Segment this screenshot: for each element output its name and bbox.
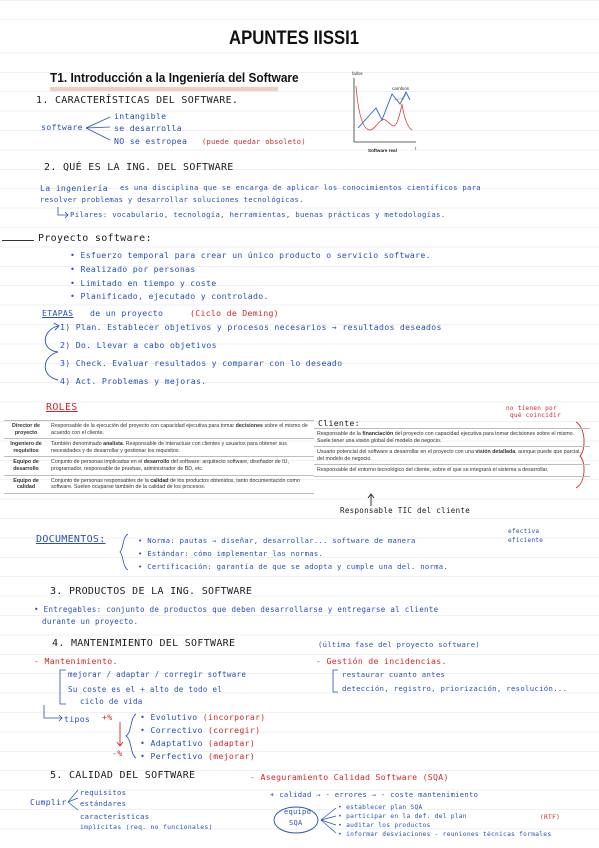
entregables-line: • Entregables: conjunto de productos que deben desarrollarse y entregarse al cliente [34, 605, 439, 614]
proyecto-item: • Planificado, ejecutado y controlado. [70, 291, 269, 301]
role-description: Conjunto de personas implicadas en el desarrollo del software: arquitecto software, diseñador de IU, programador, responsable de pruebas, administrador de BD, etc. [48, 457, 314, 475]
heading-mantenimiento: 4. MANTENIMIENTO DEL SOFTWARE [52, 638, 236, 649]
role-label: Director de proyecto [4, 421, 48, 439]
table-row [314, 429, 590, 447]
equipo-item: • participar en la def. del plan [338, 813, 467, 820]
table-row [4, 475, 314, 493]
table-row [4, 421, 314, 439]
etapas-lead: ETAPAS [42, 308, 74, 318]
software-note: (puede quedar obsoleto) [202, 138, 306, 146]
heading-calidad: 5. CALIDAD DEL SOFTWARE [50, 770, 196, 781]
cumplir-item: implícitas (req. no funcionales) [80, 823, 213, 831]
role-label: Ingeniero de requisitos [4, 439, 48, 457]
table-row [314, 447, 590, 465]
role-description: Responsable del entorno tecnológico del cliente, sobre el que se integrará el sistema a desarrollar. [314, 465, 590, 477]
etapas-note: (Ciclo de Deming) [190, 308, 279, 318]
equipo-item: • auditar los productos [338, 822, 431, 829]
gestion-item: detección, registro, priorización, resolución... [342, 684, 568, 693]
etapa-item: 2) Do. Llevar a cabo objetivos [60, 340, 217, 350]
heading-productos: 3. PRODUCTOS DE LA ING. SOFTWARE [50, 586, 253, 597]
etapa-item: 1) Plan. Establecer objetivos y procesos necesarios → resultados deseados [60, 322, 442, 332]
cliente-note: no tienen por [506, 405, 557, 412]
cliente-note: qué coincidir [510, 412, 561, 419]
proyecto-item: • Limitado en tiempo y coste [70, 278, 217, 288]
cumplir-item: características [80, 812, 150, 821]
plus-label: +% [102, 712, 113, 722]
mant-item: mejorar / adaptar / corregir software [68, 670, 247, 679]
etapa-item: 3) Check. Evaluar resultados y comparar con lo deseado [60, 358, 343, 368]
minus-label: -% [112, 748, 123, 758]
cliente-label: Cliente: [318, 418, 360, 428]
mantenimiento-note: (última fase del proyecto software) [318, 640, 480, 649]
software-item: se desarrolla [114, 123, 182, 133]
arrows [320, 806, 338, 842]
graph-y-label: fallos [352, 71, 363, 76]
documento-item: • Estándar: cómo implementar las normas. [138, 549, 324, 558]
role-description: Usuario potencial del software a desarrollar en el proyecto con una visión detallada, aunque puede que parcial, del modelo de negocio. [314, 447, 590, 465]
cumplir-label: Cumplir [30, 797, 67, 807]
definition-line: resolver problemas y desarrollar soluciones tecnológicas. [40, 195, 304, 204]
graph-peak-label: cambios [392, 86, 410, 91]
documentos-label: DOCUMENTOS: [36, 534, 106, 545]
gestion-item: restaurar cuanto antes [342, 670, 446, 679]
definition-line: es una disciplina que se encarga de aplicar los conocimientos científicos para [120, 183, 481, 192]
arrow-up-icon [366, 493, 376, 507]
tipos-label: tipos [64, 714, 91, 724]
entregables-line: durante un proyecto. [42, 617, 139, 626]
roles-heading: ROLES [46, 402, 78, 413]
calidad-line: + calidad → - errores → - coste mantenimiento [270, 790, 479, 799]
documento-note: eficiente [508, 537, 544, 544]
role-label: Equipo de desarrollo [4, 457, 48, 475]
software-item: intangible [114, 111, 167, 121]
pilares-line: Pilares: vocabulario, tecnología, herramientas, buenas prácticas y metodologías. [70, 210, 446, 219]
tipo-item: • Adaptativo (adaptar) [140, 738, 256, 748]
role-description: Conjunto de personas responsables de la calidad de los productos obtenidos, tanto documentación como software. Suelen ocuparse también de la calidad de los procesos. [48, 475, 314, 493]
document-title: APUNTES IISSI1 [229, 28, 360, 49]
mant-item: Su coste es el + alto de todo el [68, 685, 223, 694]
equipo-item: • establecer plan SQA [338, 804, 423, 811]
proyecto-item: • Esfuerzo temporal para crear un único producto o servicio software. [70, 250, 431, 260]
documento-item: • Norma: pautas → diseñar, desarrollar... software de manera [138, 536, 416, 545]
heading-caracteristicas: 1. CARACTERÍSTICAS DEL SOFTWARE. [36, 95, 239, 106]
failure-curve-graph [344, 70, 420, 156]
equipo-label: SQA [289, 819, 303, 827]
tic-note: Responsable TIC del cliente [340, 506, 471, 515]
software-item: NO se estropea [114, 136, 188, 146]
gestion-label: - Gestión de incidencias. [316, 656, 447, 666]
divider-line [2, 240, 34, 241]
proyecto-item: • Realizado por personas [70, 264, 196, 274]
role-description: Responsable de la financiación del proyecto con capacidad ejecutiva para tomar decisiones sobre el mismo. Suele tener una visión global del modelo de negocio. [314, 429, 590, 447]
roles-table-left [4, 420, 314, 494]
documento-item: • Certificación: garantía de que se adopta y cumple una del. norma. [138, 562, 449, 571]
equipo-label: equipo [284, 808, 312, 816]
documento-note: efectiva [508, 528, 540, 535]
arrow-icon [56, 206, 70, 220]
graph-t-label: t [415, 146, 417, 151]
equipo-item: • informar desviaciones - reuniones técnicas formales [338, 831, 552, 838]
blue-brace [118, 532, 132, 572]
bracket [330, 668, 340, 694]
graph-x-label: Software real [368, 148, 397, 153]
software-label: software [41, 122, 83, 132]
etapa-item: 4) Act. Problemas y mejoras. [60, 376, 207, 386]
mantenimiento-label: - Mantenimiento. [34, 656, 118, 666]
bracket [56, 668, 68, 708]
title-highlight [50, 87, 278, 91]
tipo-item: • Correctivo (corregir) [140, 725, 261, 735]
heading-que-es: 2. QUÉ ES LA ING. DEL SOFTWARE [44, 162, 234, 173]
tipo-item: • Evolutivo (incorporar) [140, 712, 266, 722]
role-description: También denominado analista. Responsable de interactuar con clientes y usuarios para obtener sus necesidades y de desarrollar y gestionar los requisitos. [48, 439, 314, 457]
mant-item: ciclo de vida [80, 697, 143, 706]
cumplir-item: estándares [80, 799, 127, 808]
role-description: Responsable de la ejecución del proyecto con capacidad ejecutiva para tomar decisiones sobre el mismo de acuerdo con el cliente. [48, 421, 314, 439]
tipo-item: • Perfectivo (mejorar) [140, 751, 256, 761]
arrow-icon [42, 704, 64, 726]
role-label: Equipo de calidad [4, 475, 48, 493]
rtf-note: (RTF) [540, 814, 561, 821]
proyecto-label: Proyecto software: [38, 233, 152, 244]
brace-arrows [84, 114, 114, 144]
blue-brace [124, 712, 138, 760]
etapas-rest: de un proyecto [90, 308, 164, 318]
definition-lead: La ingeniería [40, 183, 108, 193]
roles-table-right [314, 428, 590, 477]
table-row [314, 465, 590, 477]
red-arrow [116, 722, 124, 748]
cumplir-item: requisitos [80, 788, 127, 797]
section-title: T1. Introducción a la Ingeniería del Software [50, 70, 299, 85]
table-row [4, 439, 314, 457]
table-row [4, 457, 314, 475]
arrows [66, 788, 80, 836]
sqa-label: - Aseguramiento Calidad Software (SQA) [250, 772, 449, 782]
